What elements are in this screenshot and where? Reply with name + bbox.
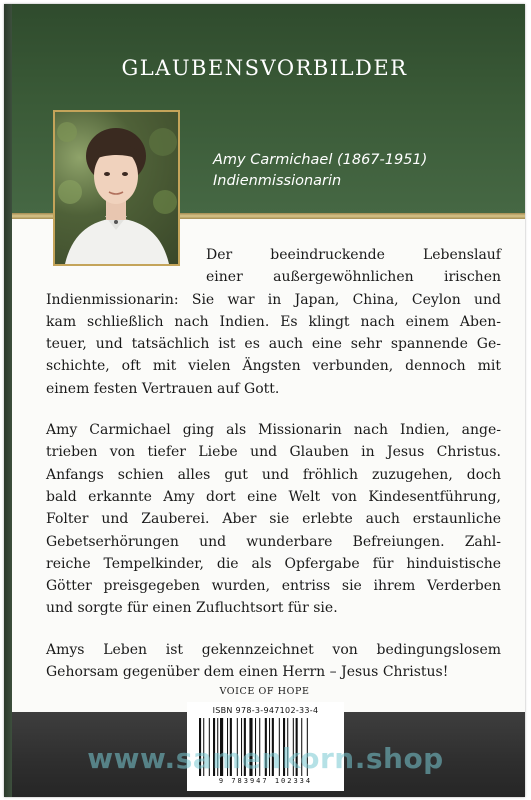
text-line: schichte, oft mit vielen Ängsten verbunden, dennoch mit <box>46 358 501 375</box>
subject-name: Amy Carmichael (1867-1951) <box>213 152 428 168</box>
isbn-text: ISBN 978-3-947102-33-4 <box>212 706 319 715</box>
text-line: Anfangs schien alles gut und fröhlich zuzugehen, doch <box>46 466 501 483</box>
text-line: Amys Leben ist gekennzeichnet von bedingungslosem <box>46 641 501 658</box>
text-line: Gehorsam gegenüber dem einen Herrn – Jesus Christus! <box>46 664 449 681</box>
text-line: und sorgte für einen Zufluchtsort für sie. <box>46 600 338 617</box>
publisher-name: VOICE OF HOPE <box>219 686 310 697</box>
text-line: Amy Carmichael ging als Missionarin nach Indien, ange- <box>46 422 501 439</box>
text-line: Der beeindruckende Lebenslauf <box>206 247 501 263</box>
shop-watermark: www.samenkorn.shop <box>87 742 444 775</box>
spine-edge <box>4 4 12 797</box>
series-title: GLAUBENSVORBILDER <box>121 56 408 80</box>
text-line: kam schließlich nach Indien. Es klingt nach einem Aben- <box>46 313 501 330</box>
blurb-paragraph-2 <box>46 419 501 620</box>
text-line: Indienmissionarin: Sie war in Japan, China, Ceylon und <box>46 291 501 308</box>
text-line: Götter preisgegeben wurden, entriss sie ihrem Verderben <box>46 578 501 595</box>
barcode-label <box>187 702 344 791</box>
text-line: reiche Tempelkinder, die als Opfergabe für hinduistische <box>46 555 501 572</box>
text-line: trieben von tiefer Liebe und Glauben in Jesus Christus. <box>46 444 501 461</box>
text-line: Gebetserhörungen und wunderbare Befreiungen. Zahl- <box>46 533 501 550</box>
text-line: Folter und Zauberei. Aber sie erlebte auch erstaunliche <box>46 511 501 528</box>
portrait-photo-icon <box>53 110 180 266</box>
text-line: einem festen Vertrauen auf Gott. <box>46 380 280 397</box>
subject-role: Indienmissionarin <box>213 173 342 189</box>
barcode-icon <box>197 718 334 776</box>
blurb-text <box>46 244 501 702</box>
book-back-cover <box>4 4 525 797</box>
text-line: einer außergewöhnlichen irischen <box>206 269 501 286</box>
barcode-number: 9 783947 102334 <box>218 777 313 785</box>
text-line: teuer, und tatsächlich ist es auch eine sehr spannende Ge- <box>46 336 501 353</box>
blurb-paragraph-3 <box>46 639 501 684</box>
text-line: bald erkannte Amy dort eine Welt von Kindesentführung, <box>46 488 501 505</box>
blurb-paragraph-1 <box>46 244 501 400</box>
